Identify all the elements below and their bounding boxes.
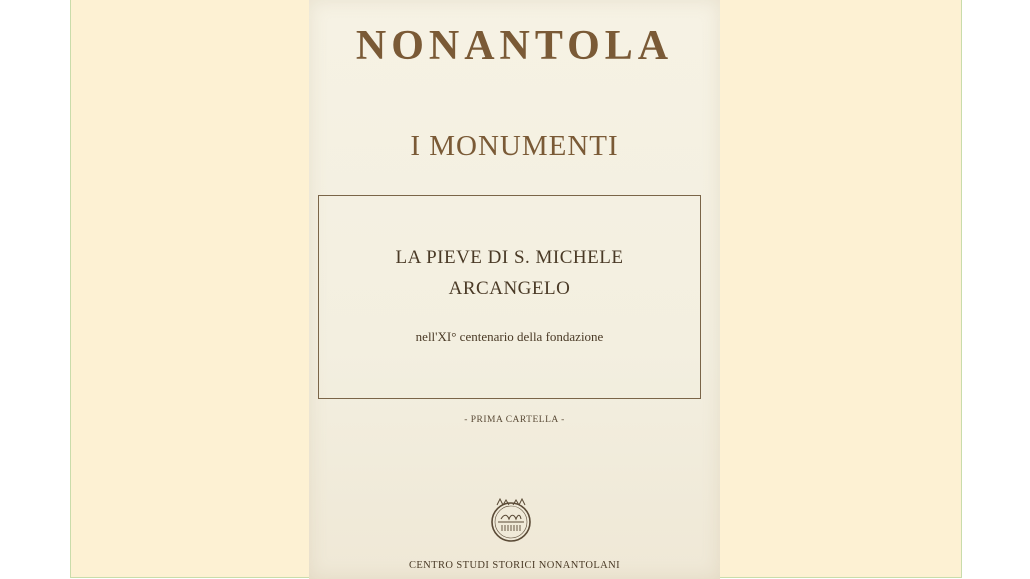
publisher-name: CENTRO STUDI STORICI NONANTOLANI — [408, 560, 621, 571]
series-label: - PRIMA CARTELLA - — [464, 415, 565, 425]
seal-emblem-icon — [487, 495, 535, 543]
title-frame — [318, 195, 701, 399]
frame-note: nell'XI° centenario della fondazione — [415, 329, 604, 344]
cover-subtitle: I MONUMENTI — [410, 130, 619, 162]
book-cover — [309, 0, 720, 579]
frame-title-line-2: ARCANGELO — [448, 278, 571, 299]
cover-title: NONANTOLA — [355, 23, 674, 69]
frame-title-line-1: LA PIEVE DI S. MICHELE — [395, 247, 624, 268]
